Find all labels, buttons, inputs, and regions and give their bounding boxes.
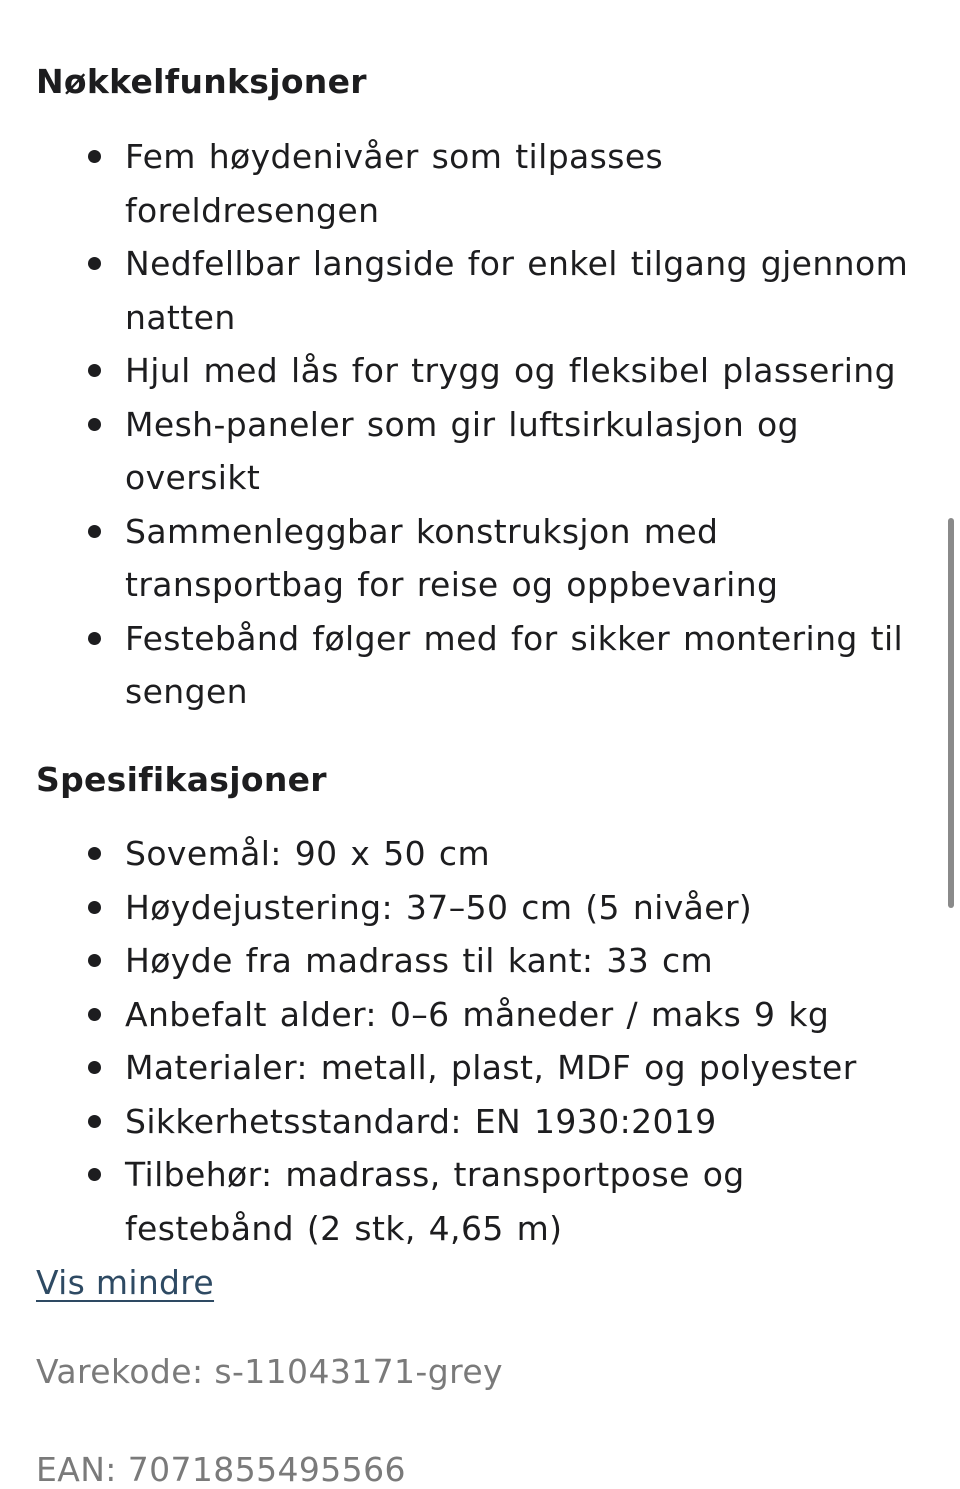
list-item: Fem høydenivåer som tilpasses foreldresengen: [36, 130, 926, 237]
list-item: Anbefalt alder: 0–6 måneder / maks 9 kg: [36, 988, 866, 1042]
bullet-icon: [88, 150, 101, 163]
key-features-heading: Nøkkelfunksjoner: [36, 62, 367, 101]
bullet-icon: [88, 1008, 101, 1021]
list-item: Sammenleggbar konstruksjon med transportbag for reise og oppbevaring: [36, 505, 926, 612]
list-item: Mesh-paneler som gir luftsirkulasjon og oversikt: [36, 398, 926, 505]
list-item: Sovemål: 90 x 50 cm: [36, 827, 866, 881]
list-item: Nedfellbar langside for enkel tilgang gjennom natten: [36, 237, 926, 344]
key-features-list: [36, 130, 926, 719]
ean-text: EAN: 7071855495566: [36, 1450, 406, 1489]
list-item: Høyde fra madrass til kant: 33 cm: [36, 934, 866, 988]
list-item: Høydejustering: 37–50 cm (5 nivåer): [36, 881, 866, 935]
list-item: Hjul med lås for trygg og fleksibel plassering: [36, 344, 926, 398]
bullet-icon: [88, 1115, 101, 1128]
bullet-icon: [88, 1061, 101, 1074]
specifications-heading: Spesifikasjoner: [36, 760, 327, 799]
list-item: Festebånd følger med for sikker montering til sengen: [36, 612, 926, 719]
bullet-icon: [88, 901, 101, 914]
bullet-icon: [88, 257, 101, 270]
bullet-icon: [88, 418, 101, 431]
list-item: Materialer: metall, plast, MDF og polyester: [36, 1041, 866, 1095]
bullet-icon: [88, 525, 101, 538]
bullet-icon: [88, 1168, 101, 1181]
list-item: Tilbehør: madrass, transportpose og festebånd (2 stk, 4,65 m): [36, 1148, 866, 1255]
list-item: Sikkerhetsstandard: EN 1930:2019: [36, 1095, 866, 1149]
sku-text: Varekode: s-11043171-grey: [36, 1352, 503, 1391]
bullet-icon: [88, 632, 101, 645]
scrollbar[interactable]: [942, 0, 960, 1486]
bullet-icon: [88, 954, 101, 967]
specifications-list: [36, 827, 866, 1255]
scrollbar-thumb[interactable]: [948, 518, 954, 908]
bullet-icon: [88, 364, 101, 377]
bullet-icon: [88, 847, 101, 860]
show-less-link[interactable]: Vis mindre: [36, 1263, 215, 1302]
